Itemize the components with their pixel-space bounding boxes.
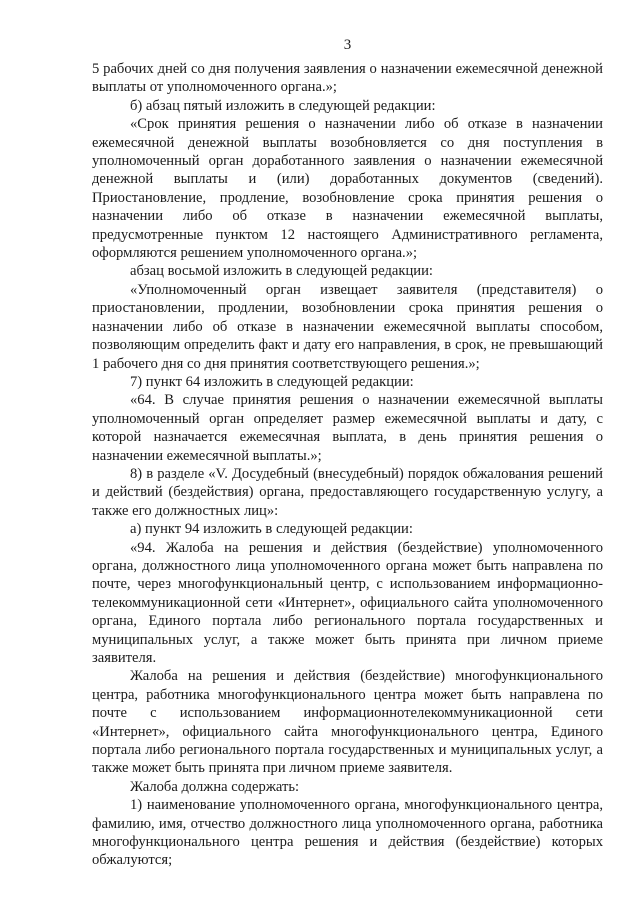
paragraph: «Срок принятия решения о назначении либо об отказе в назначении ежемесячной денежной выплаты возобновляется со дня поступления в уполномоченный орган доработанного заявления о назначении ежемесячной денежной выплаты и (или) доработанных документов (сведений). Приостановление, продление, возобновление срока принятия решения о назначении либо об отказе в назначении ежемесячной выплаты, предусмотренные пунктом 12 настоящего Административного регламента, оформляются решением уполномоченного органа.»; xyxy=(92,116,603,262)
paragraph: Жалоба на решения и действия (бездействие) многофункционального центра, работника многофункционального центра может быть направлена по почте с использованием информационнотелекоммуникационной сети «Интернет», официального сайта многофункционального центра, Единого портала либо регионального портала государственных и муниципальных услуг, а также может быть принята при личном приеме заявителя. xyxy=(92,668,603,777)
paragraph: «64. В случае принятия решения о назначении ежемесячной выплаты уполномоченный орган определяет размер ежемесячной выплаты и дату, с которой назначается ежемесячная выплата, в день принятия решения о назначении ежемесячной выплаты.»; xyxy=(92,392,603,464)
document-body xyxy=(92,60,603,870)
paragraph: 1) наименование уполномоченного органа, многофункционального центра, фамилию, имя, отчество должностного лица уполномоченного органа, работника многофункционального центра решения и действия (бездействие) которых обжалуются; xyxy=(92,797,603,869)
paragraph: «94. Жалоба на решения и действия (бездействие) уполномоченного органа, должностного лица уполномоченного органа может быть направлена по почте, через многофункциональный центр, с использованием информационно-телекоммуникационной сети «Интернет», официального сайта уполномоченного органа, Единого портала либо регионального портала государственных и муниципальных услуг, а также может быть принята при личном приеме заявителя. xyxy=(92,539,603,666)
paragraph: Жалоба должна содержать: xyxy=(130,778,300,795)
paragraph: «Уполномоченный орган извещает заявителя (представителя) о приостановлении, продлении, возобновлении срока принятия решения о назначении либо об отказе в назначении ежемесячной выплаты способом, позволяющим определить факт и дату его направления, в срок, не превышающий 1 рабочего дня со дня принятия соответствующего решения.»; xyxy=(92,281,603,372)
paragraph: абзац восьмой изложить в следующей редакции: xyxy=(130,263,433,280)
paragraph: б) абзац пятый изложить в следующей редакции: xyxy=(130,97,436,114)
paragraph: а) пункт 94 изложить в следующей редакции: xyxy=(130,521,413,538)
paragraph: 8) в разделе «V. Досудебный (внесудебный) порядок обжалования решений и действий (бездействия) органа, предоставляющего государственную услугу, а также его должностных лиц»: xyxy=(92,465,603,519)
paragraph: 7) пункт 64 изложить в следующей редакции: xyxy=(130,373,414,390)
page-number: 3 xyxy=(343,37,352,53)
paragraph: 5 рабочих дней со дня получения заявления о назначении ежемесячной денежной выплаты от уполномоченного органа.»; xyxy=(92,61,603,96)
